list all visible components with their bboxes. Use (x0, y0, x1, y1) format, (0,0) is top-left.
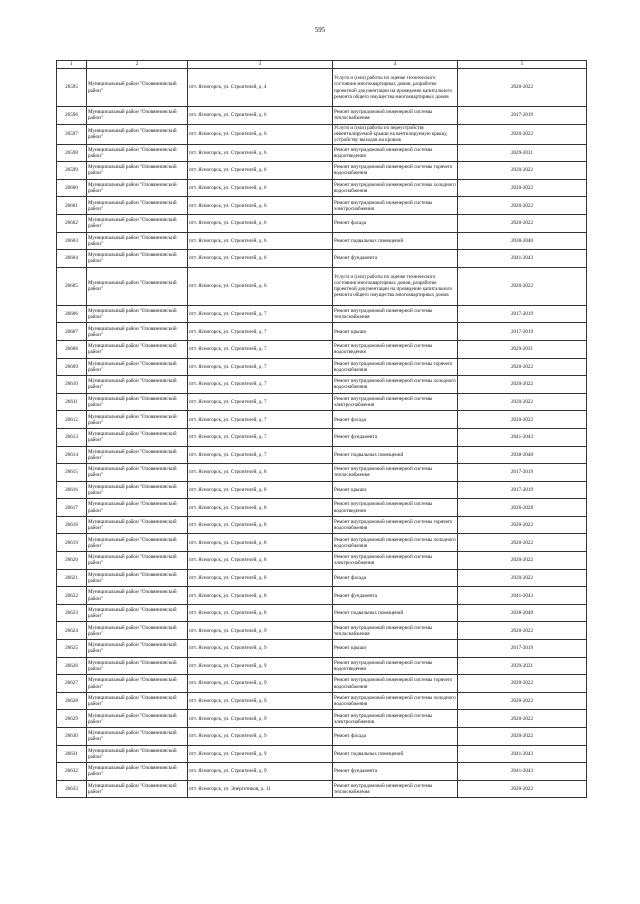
work-type-cell: Ремонт фасада (333, 411, 458, 429)
table-row (57, 250, 587, 268)
address-cell: пгт. Ясногорск, ул. Строителей, д. 8 (188, 587, 333, 605)
address-cell: пгт. Ясногорск, ул. Строителей, д. 7 (188, 305, 333, 323)
row-number-cell: 26603 (57, 232, 87, 250)
table-row (57, 305, 587, 323)
row-number-cell: 26613 (57, 428, 87, 446)
row-number-cell: 26597 (57, 124, 87, 144)
work-type-cell: Ремонт внутридомовой инженерной системы горячего водоснабжения (333, 516, 458, 534)
address-cell: пгт. Ясногорск, ул. Строителей, д. 7 (188, 446, 333, 464)
table-row (57, 179, 587, 197)
district-cell: Муниципальный район "Оловяннинский район" (87, 340, 188, 358)
table-row (57, 107, 587, 125)
period-cell: 2020-2022 (458, 675, 587, 693)
column-header-3: 3 (188, 61, 333, 69)
work-type-cell: Услуги и (или) работы по оценке технического состояния многоквартирных домов, разработке проектной документации на проведение капитального ремонта общего имущества многоквартирных домов (333, 69, 458, 107)
period-cell: 2020-2022 (458, 179, 587, 197)
work-type-cell: Ремонт фундамента (333, 763, 458, 781)
address-cell: пгт. Ясногорск, ул. Строителей, д. 7 (188, 428, 333, 446)
address-cell: пгт. Ясногорск, ул. Строителей, д. 8 (188, 516, 333, 534)
table-body (57, 69, 587, 798)
district-cell: Муниципальный район "Оловяннинский район" (87, 305, 188, 323)
period-cell: 2020-2022 (458, 124, 587, 144)
table-row (57, 411, 587, 429)
address-cell: пгт. Ясногорск, ул. Строителей, д. 6 (188, 124, 333, 144)
work-type-cell: Ремонт внутридомовой инженерной системы электроснабжения (333, 552, 458, 570)
work-type-cell: Ремонт внутридомовой инженерной системы горячего водоснабжения (333, 162, 458, 180)
table-row (57, 552, 587, 570)
table-row (57, 728, 587, 746)
row-number-cell: 26614 (57, 446, 87, 464)
district-cell: Муниципальный район "Оловяннинский район" (87, 728, 188, 746)
district-cell: Муниципальный район "Оловяннинский район" (87, 481, 188, 499)
table-header (57, 61, 587, 69)
district-cell: Муниципальный район "Оловяннинский район" (87, 745, 188, 763)
row-number-cell: 26620 (57, 552, 87, 570)
address-cell: пгт. Ясногорск, ул. Строителей, д. 9 (188, 763, 333, 781)
work-type-cell: Ремонт фасада (333, 214, 458, 232)
address-cell: пгт. Ясногорск, ул. Строителей, д. 8 (188, 481, 333, 499)
row-number-cell: 26623 (57, 604, 87, 622)
work-type-cell: Ремонт внутридомовой инженерной системы водоотведения (333, 657, 458, 675)
address-cell: пгт. Ясногорск, ул. Строителей, д. 9 (188, 728, 333, 746)
row-number-cell: 26604 (57, 250, 87, 268)
period-cell: 2020-2022 (458, 780, 587, 798)
district-cell: Муниципальный район "Оловяннинский район" (87, 162, 188, 180)
address-cell: пгт. Ясногорск, ул. Энергетиков, д. 11 (188, 780, 333, 798)
table-row (57, 675, 587, 693)
district-cell: Муниципальный район "Оловяннинский район" (87, 267, 188, 305)
period-cell: 2038-2040 (458, 232, 587, 250)
row-number-cell: 26629 (57, 710, 87, 728)
address-cell: пгт. Ясногорск, ул. Строителей, д. 7 (188, 358, 333, 376)
work-type-cell: Ремонт фундамента (333, 428, 458, 446)
district-cell: Муниципальный район "Оловяннинский район" (87, 214, 188, 232)
district-cell: Муниципальный район "Оловяннинский район" (87, 393, 188, 411)
district-cell: Муниципальный район "Оловяннинский район" (87, 376, 188, 394)
period-cell: 2041-2043 (458, 587, 587, 605)
work-type-cell: Ремонт крыши (333, 323, 458, 341)
row-number-cell: 26610 (57, 376, 87, 394)
row-number-cell: 26632 (57, 763, 87, 781)
address-cell: пгт. Ясногорск, ул. Строителей, д. 9 (188, 692, 333, 710)
work-type-cell: Ремонт внутридомовой инженерной системы электроснабжения (333, 197, 458, 215)
period-cell: 2041-2043 (458, 428, 587, 446)
row-number-cell: 26607 (57, 323, 87, 341)
row-number-cell: 26633 (57, 780, 87, 798)
row-number-cell: 26599 (57, 162, 87, 180)
column-header-4: 4 (333, 61, 458, 69)
work-type-cell: Ремонт подвальных помещений (333, 232, 458, 250)
table-row (57, 144, 587, 162)
period-cell: 2017-2019 (458, 640, 587, 658)
work-type-cell: Ремонт внутридомовой инженерной системы горячего водоснабжения (333, 675, 458, 693)
district-cell: Муниципальный район "Оловяннинский район" (87, 763, 188, 781)
period-cell: 2038-2040 (458, 446, 587, 464)
table-row (57, 428, 587, 446)
row-number-cell: 26631 (57, 745, 87, 763)
table-row (57, 446, 587, 464)
district-cell: Муниципальный район "Оловяннинский район" (87, 534, 188, 552)
row-number-cell: 26609 (57, 358, 87, 376)
address-cell: пгт. Ясногорск, ул. Строителей, д. 9 (188, 622, 333, 640)
row-number-cell: 26627 (57, 675, 87, 693)
district-cell: Муниципальный район "Оловяннинский район" (87, 232, 188, 250)
row-number-cell: 26612 (57, 411, 87, 429)
row-number-cell: 26618 (57, 516, 87, 534)
row-number-cell: 26602 (57, 214, 87, 232)
address-cell: пгт. Ясногорск, ул. Строителей, д. 6 (188, 162, 333, 180)
work-type-cell: Ремонт внутридомовой инженерной системы теплоснабжения (333, 305, 458, 323)
address-cell: пгт. Ясногорск, ул. Строителей, д. 9 (188, 675, 333, 693)
work-type-cell: Ремонт внутридомовой инженерной системы теплоснабжения (333, 464, 458, 482)
column-header-1: 1 (57, 61, 87, 69)
table-row (57, 780, 587, 798)
work-type-cell: Ремонт внутридомовой инженерной системы водоотведения (333, 340, 458, 358)
row-number-cell: 26622 (57, 587, 87, 605)
row-number-cell: 26595 (57, 69, 87, 107)
period-cell: 2017-2019 (458, 481, 587, 499)
work-type-cell: Ремонт фасада (333, 728, 458, 746)
address-cell: пгт. Ясногорск, ул. Строителей, д. 7 (188, 376, 333, 394)
period-cell: 2020-2022 (458, 552, 587, 570)
address-cell: пгт. Ясногорск, ул. Строителей, д. 6 (188, 197, 333, 215)
work-type-cell: Ремонт внутридомовой инженерной системы холодного водоснабжения (333, 376, 458, 394)
district-cell: Муниципальный район "Оловяннинский район" (87, 323, 188, 341)
address-cell: пгт. Ясногорск, ул. Строителей, д. 7 (188, 323, 333, 341)
district-cell: Муниципальный район "Оловяннинский район" (87, 197, 188, 215)
period-cell: 2020-2022 (458, 411, 587, 429)
table-row (57, 569, 587, 587)
column-header-5: 5 (458, 61, 587, 69)
row-number-cell: 26626 (57, 657, 87, 675)
address-cell: пгт. Ясногорск, ул. Строителей, д. 6 (188, 144, 333, 162)
page-number: 595 (314, 26, 326, 34)
period-cell: 2020-2022 (458, 728, 587, 746)
table-row (57, 481, 587, 499)
district-cell: Муниципальный район "Оловяннинский район" (87, 499, 188, 517)
district-cell: Муниципальный район "Оловяннинский район" (87, 622, 188, 640)
row-number-cell: 26621 (57, 569, 87, 587)
period-cell: 2041-2043 (458, 745, 587, 763)
row-number-cell: 26596 (57, 107, 87, 125)
work-type-cell: Ремонт внутридомовой инженерной системы водоотведения (333, 499, 458, 517)
period-cell: 2041-2043 (458, 250, 587, 268)
period-cell: 2026-2028 (458, 499, 587, 517)
work-type-cell: Ремонт крыши (333, 481, 458, 499)
period-cell: 2020-2022 (458, 622, 587, 640)
row-number-cell: 26598 (57, 144, 87, 162)
work-type-cell: Ремонт подвальных помещений (333, 446, 458, 464)
address-cell: пгт. Ясногорск, ул. Строителей, д. 6 (188, 214, 333, 232)
table-row (57, 516, 587, 534)
table-row (57, 162, 587, 180)
district-cell: Муниципальный район "Оловяннинский район" (87, 516, 188, 534)
table-row (57, 232, 587, 250)
district-cell: Муниципальный район "Оловяннинский район" (87, 107, 188, 125)
address-cell: пгт. Ясногорск, ул. Строителей, д. 8 (188, 499, 333, 517)
period-cell: 2020-2022 (458, 69, 587, 107)
table-row (57, 464, 587, 482)
header-row (57, 61, 587, 69)
period-cell: 2020-2022 (458, 534, 587, 552)
period-cell: 2020-2022 (458, 569, 587, 587)
table-row (57, 393, 587, 411)
table-row (57, 376, 587, 394)
address-cell: пгт. Ясногорск, ул. Строителей, д. 6 (188, 107, 333, 125)
address-cell: пгт. Ясногорск, ул. Строителей, д. 6 (188, 267, 333, 305)
district-cell: Муниципальный район "Оловяннинский район" (87, 144, 188, 162)
address-cell: пгт. Ясногорск, ул. Строителей, д. 4 (188, 69, 333, 107)
address-cell: пгт. Ясногорск, ул. Строителей, д. 6 (188, 250, 333, 268)
period-cell: 2020-2022 (458, 376, 587, 394)
table-row (57, 534, 587, 552)
work-type-cell: Ремонт внутридомовой инженерной системы электроснабжения (333, 393, 458, 411)
work-type-cell: Ремонт подвальных помещений (333, 745, 458, 763)
period-cell: 2029-2031 (458, 340, 587, 358)
table-row (57, 622, 587, 640)
address-cell: пгт. Ясногорск, ул. Строителей, д. 7 (188, 340, 333, 358)
work-type-cell: Услуги и (или) работы по переустройству невентилируемой крыши на вентилируемую крышу, устройству выходов на кровлю (333, 124, 458, 144)
period-cell: 2020-2022 (458, 214, 587, 232)
work-type-cell: Ремонт внутридомовой инженерной системы теплоснабжения (333, 107, 458, 125)
address-cell: пгт. Ясногорск, ул. Строителей, д. 9 (188, 657, 333, 675)
address-cell: пгт. Ясногорск, ул. Строителей, д. 8 (188, 534, 333, 552)
table-row (57, 499, 587, 517)
district-cell: Муниципальный район "Оловяннинский район" (87, 411, 188, 429)
work-type-cell: Ремонт внутридомовой инженерной системы водоотведения (333, 144, 458, 162)
address-cell: пгт. Ясногорск, ул. Строителей, д. 6 (188, 179, 333, 197)
district-cell: Муниципальный район "Оловяннинский район" (87, 179, 188, 197)
district-cell: Муниципальный район "Оловяннинский район" (87, 124, 188, 144)
district-cell: Муниципальный район "Оловяннинский район" (87, 569, 188, 587)
row-number-cell: 26617 (57, 499, 87, 517)
period-cell: 2017-2019 (458, 464, 587, 482)
table-row (57, 197, 587, 215)
table-row (57, 267, 587, 305)
district-cell: Муниципальный район "Оловяннинский район" (87, 446, 188, 464)
work-type-cell: Ремонт фасада (333, 569, 458, 587)
row-number-cell: 26630 (57, 728, 87, 746)
address-cell: пгт. Ясногорск, ул. Строителей, д. 6 (188, 232, 333, 250)
table-row (57, 692, 587, 710)
work-type-cell: Ремонт внутридомовой инженерной системы теплоснабжения (333, 622, 458, 640)
row-number-cell: 26615 (57, 464, 87, 482)
period-cell: 2017-2019 (458, 107, 587, 125)
work-type-cell: Ремонт подвальных помещений (333, 604, 458, 622)
work-type-cell: Ремонт внутридомовой инженерной системы электроснабжения (333, 710, 458, 728)
district-cell: Муниципальный район "Оловяннинский район" (87, 587, 188, 605)
district-cell: Муниципальный район "Оловяннинский район" (87, 675, 188, 693)
table-row (57, 763, 587, 781)
work-type-cell: Ремонт внутридомовой инженерной системы холодного водоснабжения (333, 179, 458, 197)
district-cell: Муниципальный район "Оловяннинский район" (87, 640, 188, 658)
row-number-cell: 26628 (57, 692, 87, 710)
district-cell: Муниципальный район "Оловяннинский район" (87, 780, 188, 798)
district-cell: Муниципальный район "Оловяннинский район" (87, 552, 188, 570)
row-number-cell: 26611 (57, 393, 87, 411)
period-cell: 2020-2022 (458, 710, 587, 728)
row-number-cell: 26605 (57, 267, 87, 305)
work-type-cell: Ремонт внутридомовой инженерной системы теплоснабжения (333, 780, 458, 798)
row-number-cell: 26601 (57, 197, 87, 215)
work-type-cell: Услуги и (или) работы по оценке технического состояния многоквартирных домов, разработке проектной документации на проведение капитального ремонта общего имущества многоквартирных домов (333, 267, 458, 305)
district-cell: Муниципальный район "Оловяннинский район" (87, 692, 188, 710)
address-cell: пгт. Ясногорск, ул. Строителей, д. 7 (188, 411, 333, 429)
table-row (57, 340, 587, 358)
address-cell: пгт. Ясногорск, ул. Строителей, д. 7 (188, 393, 333, 411)
period-cell: 2020-2022 (458, 197, 587, 215)
work-type-cell: Ремонт внутридомовой инженерной системы холодного водоснабжения (333, 692, 458, 710)
work-type-cell: Ремонт фундамента (333, 250, 458, 268)
period-cell: 2020-2022 (458, 516, 587, 534)
table-row (57, 710, 587, 728)
table-row (57, 124, 587, 144)
period-cell: 2020-2022 (458, 393, 587, 411)
address-cell: пгт. Ясногорск, ул. Строителей, д. 9 (188, 745, 333, 763)
table-row (57, 323, 587, 341)
row-number-cell: 26600 (57, 179, 87, 197)
district-cell: Муниципальный район "Оловяннинский район" (87, 358, 188, 376)
capital-repair-table (56, 60, 587, 798)
row-number-cell: 26616 (57, 481, 87, 499)
column-header-2: 2 (87, 61, 188, 69)
address-cell: пгт. Ясногорск, ул. Строителей, д. 8 (188, 604, 333, 622)
district-cell: Муниципальный район "Оловяннинский район" (87, 604, 188, 622)
work-type-cell: Ремонт внутридомовой инженерной системы горячего водоснабжения (333, 358, 458, 376)
work-type-cell: Ремонт крыши (333, 640, 458, 658)
period-cell: 2020-2022 (458, 162, 587, 180)
table-row (57, 214, 587, 232)
table-row (57, 745, 587, 763)
table-row (57, 657, 587, 675)
work-type-cell: Ремонт внутридомовой инженерной системы холодного водоснабжения (333, 534, 458, 552)
address-cell: пгт. Ясногорск, ул. Строителей, д. 8 (188, 569, 333, 587)
period-cell: 2020-2022 (458, 692, 587, 710)
district-cell: Муниципальный район "Оловяннинский район" (87, 69, 188, 107)
period-cell: 2029-2031 (458, 144, 587, 162)
work-type-cell: Ремонт фундамента (333, 587, 458, 605)
district-cell: Муниципальный район "Оловяннинский район" (87, 657, 188, 675)
address-cell: пгт. Ясногорск, ул. Строителей, д. 9 (188, 640, 333, 658)
district-cell: Муниципальный район "Оловяннинский район" (87, 428, 188, 446)
table-row (57, 604, 587, 622)
district-cell: Муниципальный район "Оловяннинский район" (87, 464, 188, 482)
row-number-cell: 26625 (57, 640, 87, 658)
table-row (57, 587, 587, 605)
row-number-cell: 26624 (57, 622, 87, 640)
period-cell: 2038-2040 (458, 604, 587, 622)
period-cell: 2029-2031 (458, 657, 587, 675)
address-cell: пгт. Ясногорск, ул. Строителей, д. 8 (188, 552, 333, 570)
district-cell: Муниципальный район "Оловяннинский район" (87, 250, 188, 268)
district-cell: Муниципальный район "Оловяннинский район" (87, 710, 188, 728)
address-cell: пгт. Ясногорск, ул. Строителей, д. 9 (188, 710, 333, 728)
address-cell: пгт. Ясногорск, ул. Строителей, д. 8 (188, 464, 333, 482)
row-number-cell: 26608 (57, 340, 87, 358)
period-cell: 2020-2022 (458, 358, 587, 376)
period-cell: 2017-2019 (458, 323, 587, 341)
table-row (57, 358, 587, 376)
row-number-cell: 26619 (57, 534, 87, 552)
period-cell: 2020-2022 (458, 267, 587, 305)
table-row (57, 640, 587, 658)
period-cell: 2041-2043 (458, 763, 587, 781)
row-number-cell: 26606 (57, 305, 87, 323)
table-row (57, 69, 587, 107)
period-cell: 2017-2019 (458, 305, 587, 323)
